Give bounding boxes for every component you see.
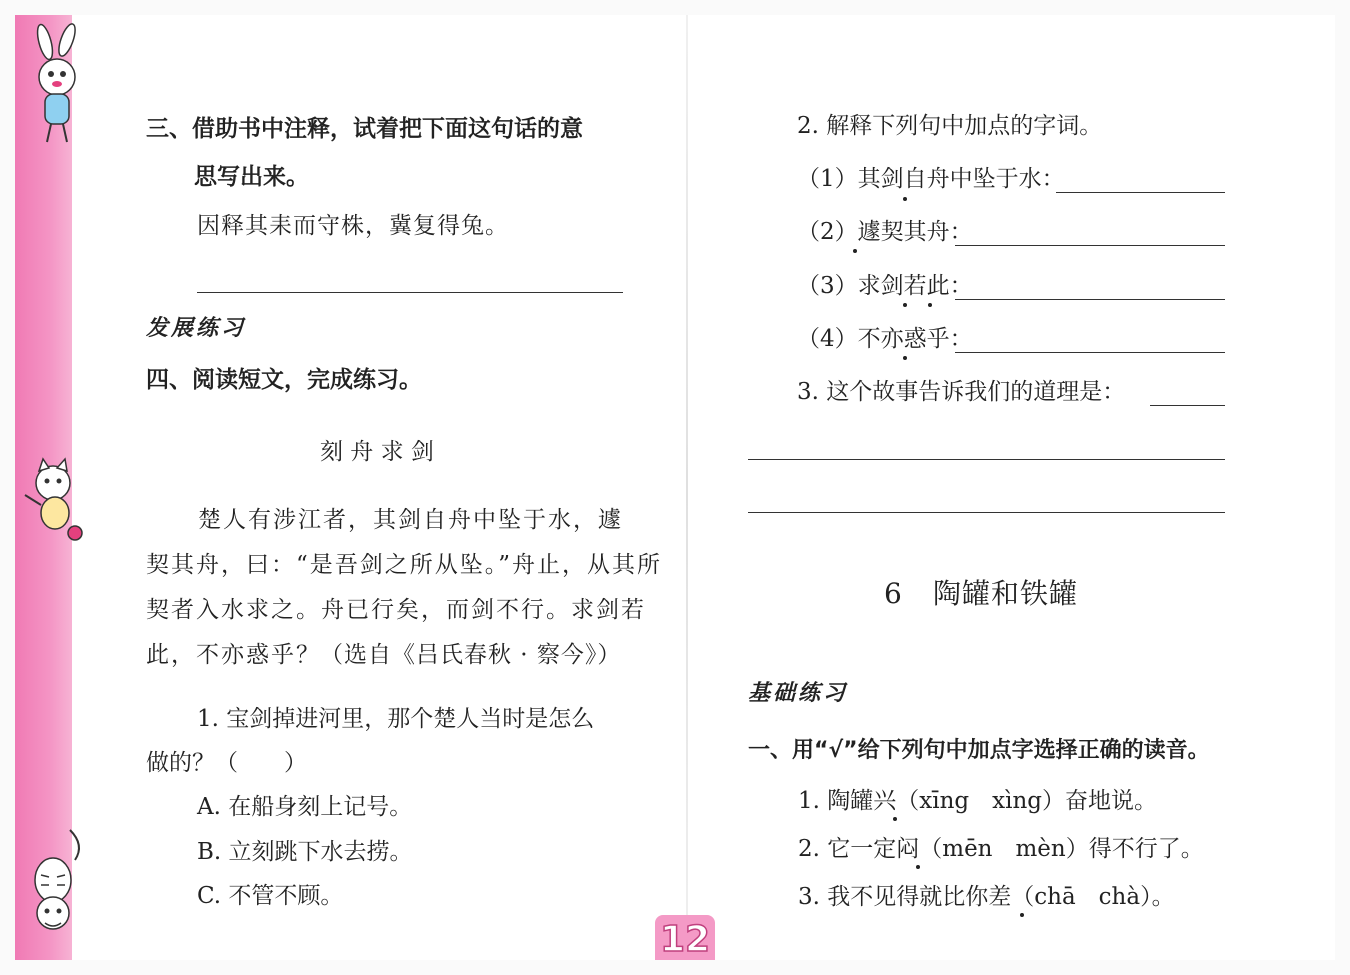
question-3-sentence: 因释其耒而守株，冀复得兔。 <box>197 213 509 239</box>
question-2-item: （4）不亦惑乎： <box>797 326 973 352</box>
story-title: 刻 舟 求 剑 <box>320 439 434 465</box>
story-source: （选自《吕氏春秋 · 察今》） <box>320 642 622 668</box>
basic-practice-heading: 基础练习 <box>748 681 849 706</box>
option-b[interactable]: B. 立刻跳下水去捞。 <box>197 839 413 865</box>
emphasis-dot <box>1020 913 1024 917</box>
answer-line[interactable] <box>1150 405 1225 406</box>
question-3-title: 三、借助书中注释，试着把下面这句话的意 <box>146 116 583 142</box>
question-1-line: 1. 宝剑掉进河里，那个楚人当时是怎么 <box>197 706 595 732</box>
story-line: 此，不亦惑乎？ <box>146 642 321 668</box>
story-line: 契其舟，曰：“是吾剑之所从坠。”舟止，从其所 <box>146 552 663 578</box>
pinyin-item: 3. 我不见得就比你差（chā chà）。 <box>798 884 1175 910</box>
question-2-item: （1）其剑自舟中坠于水： <box>797 166 1065 192</box>
answer-line[interactable] <box>748 459 1225 460</box>
answer-line[interactable] <box>1056 192 1225 193</box>
question-2-item: （2）遽契其舟： <box>797 219 973 245</box>
question-2-item: （3）求剑若此： <box>797 273 973 299</box>
emphasis-dot <box>916 865 920 869</box>
question-4-title: 四、阅读短文，完成练习。 <box>146 367 422 393</box>
pinyin-item: 2. 它一定闷（mēn mèn）得不行了。 <box>798 836 1204 862</box>
option-c[interactable]: C. 不管不顾。 <box>197 883 344 909</box>
question-1-line-cont: 做的？（ ） <box>146 750 307 776</box>
question-3-title-cont: 思写出来。 <box>194 164 309 190</box>
emphasis-dot <box>853 249 857 253</box>
answer-line[interactable] <box>955 299 1225 300</box>
emphasis-dot <box>903 356 907 360</box>
lesson-title: 陶罐和铁罐 <box>933 577 1079 610</box>
question-1-title: 一、用“√”给下列句中加点字选择正确的读音。 <box>748 738 1210 763</box>
answer-line[interactable] <box>197 292 623 293</box>
cat-mascot-icon <box>15 455 90 545</box>
story-line: 楚人有涉江者，其剑自舟中坠于水，遽 <box>198 507 623 533</box>
option-a[interactable]: A. 在船身刻上记号。 <box>197 794 413 820</box>
question-2-title: 2. 解释下列句中加点的字词。 <box>797 113 1103 139</box>
development-practice-heading: 发展练习 <box>146 316 247 341</box>
emphasis-dot <box>893 817 897 821</box>
answer-line[interactable] <box>955 245 1225 246</box>
emphasis-dot <box>928 303 932 307</box>
pinyin-item: 1. 陶罐兴（xīng xìng）奋地说。 <box>798 788 1157 814</box>
story-line: 契者入水求之。舟已行矣，而剑不行。求剑若 <box>146 597 646 623</box>
question-3-title: 3. 这个故事告诉我们的道理是： <box>797 379 1126 405</box>
lesson-number: 6 <box>884 577 902 610</box>
answer-line[interactable] <box>748 512 1225 513</box>
emphasis-dot <box>903 303 907 307</box>
answer-line[interactable] <box>955 352 1225 353</box>
page-number: 12 <box>655 915 715 960</box>
rabbit-mascot-icon <box>15 22 95 147</box>
tiger-mascot-icon <box>15 825 90 940</box>
page-spine <box>686 15 688 960</box>
emphasis-dot <box>903 197 907 201</box>
